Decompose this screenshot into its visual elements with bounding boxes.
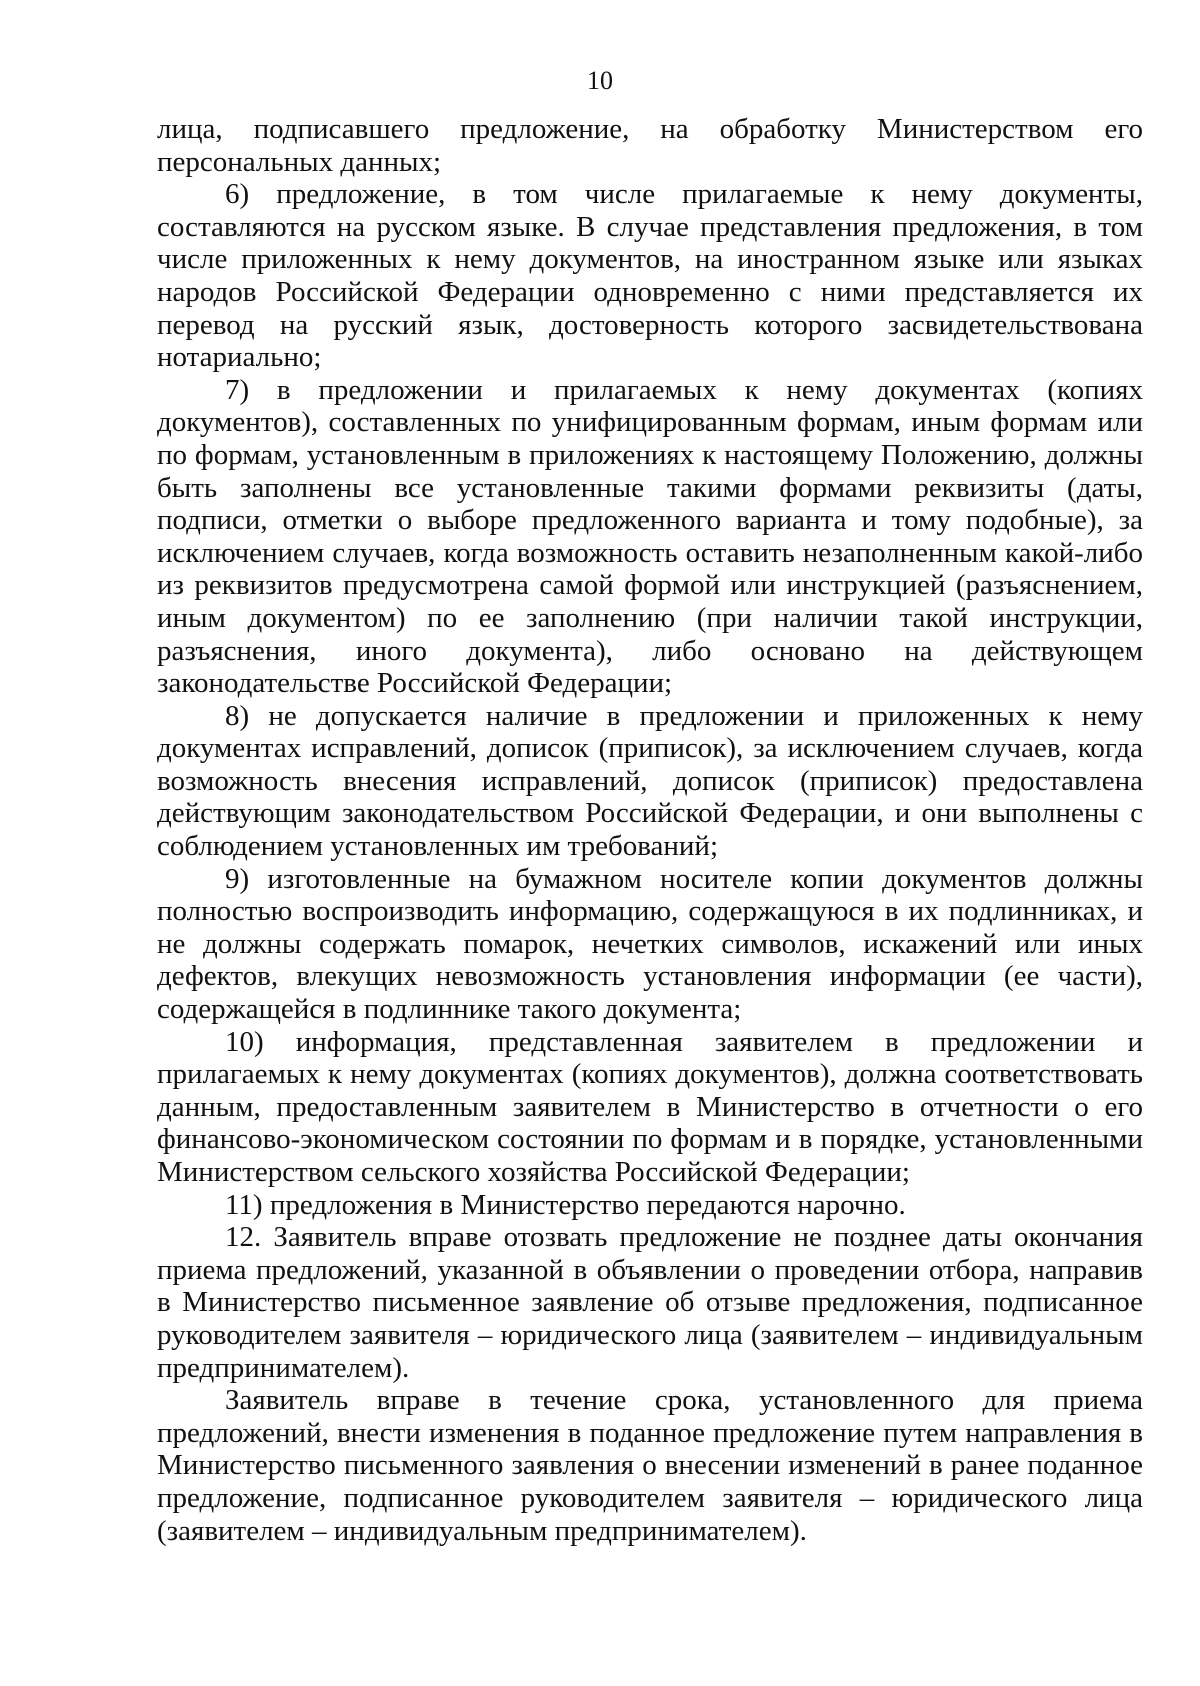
paragraph-item-6: 6) предложение, в том числе прилагаемые к нему документы, составляются на русском языке. В случае представления предложения, в том числе приложенных к нему документов, на иностранном языке или языках народов Российской Федерации одновременно с ними представляется их перевод на русский язык, достоверность которого засвидетельствована нотариально; xyxy=(157,178,1143,374)
paragraph-item-8: 8) не допускается наличие в предложении и приложенных к нему документах исправлений, дописок (приписок), за исключением случаев, когда возможность внесения исправлений, дописок (приписок) предоставлена действующим законодательством Российской Федерации, и они выполнены с соблюдением установленных им требований; xyxy=(157,699,1143,863)
paragraph-item-11: 11) предложения в Министерство передаются нарочно. xyxy=(225,1188,906,1221)
paragraph-item-9: 9) изготовленные на бумажном носителе копии документов должны полностью воспроизводить информацию, содержащуюся в их подлинниках, и не должны содержать помарок, нечетких символов, искажений или иных дефектов, влекущих невозможность установления информации (ее части), содержащейся в подлиннике такого документа; xyxy=(157,862,1143,1026)
paragraph-clause-12: 12. Заявитель вправе отозвать предложение не позднее даты окончания приема предложений, указанной в объявлении о проведении отбора, направив в Министерство письменное заявление об отзыве предложения, подписанное руководителем заявителя – юридического лица (заявителем – индивидуальным предпринимателем). xyxy=(157,1221,1143,1384)
paragraph-item-7: 7) в предложении и прилагаемых к нему документах (копиях документов), составленных по унифицированным формам, иным формам или по формам, установленным в приложениях к настоящему Положению, должны быть заполнены все установленные такими формами реквизиты (даты, подписи, отметки о выборе предложенного варианта и тому подобные), за исключением случаев, когда возможность оставить незаполненным какой-либо из реквизитов предусмотрена самой формой или инструкцией (разъяснением, иным документом) по ее заполнению (при наличии такой инструкции, разъяснения, иного документа), либо основано на действующем законодательстве Российской Федерации; xyxy=(157,373,1143,700)
paragraph-clause-12-continued: Заявитель вправе в течение срока, установленного для приема предложений, внести изменения в поданное предложение путем направления в Министерство письменного заявления о внесении изменений в ранее поданное предложение, подписанное руководителем заявителя – юридического лица (заявителем – индивидуальным предпринимателем). xyxy=(157,1384,1143,1547)
paragraph-continuation: лица, подписавшего предложение, на обработку Министерством его персональных данных; xyxy=(157,113,1143,178)
page-number: 10 xyxy=(587,66,613,95)
document-body xyxy=(157,113,1143,1547)
paragraph-item-10: 10) информация, представленная заявителем в предложении и прилагаемых к нему документах (копиях документов), должна соответствовать данным, предоставленным заявителем в Министерство в отчетности о его финансово-экономическом состоянии по формам и в порядке, установленными Министерством сельского хозяйства Российской Федерации; xyxy=(157,1025,1143,1188)
